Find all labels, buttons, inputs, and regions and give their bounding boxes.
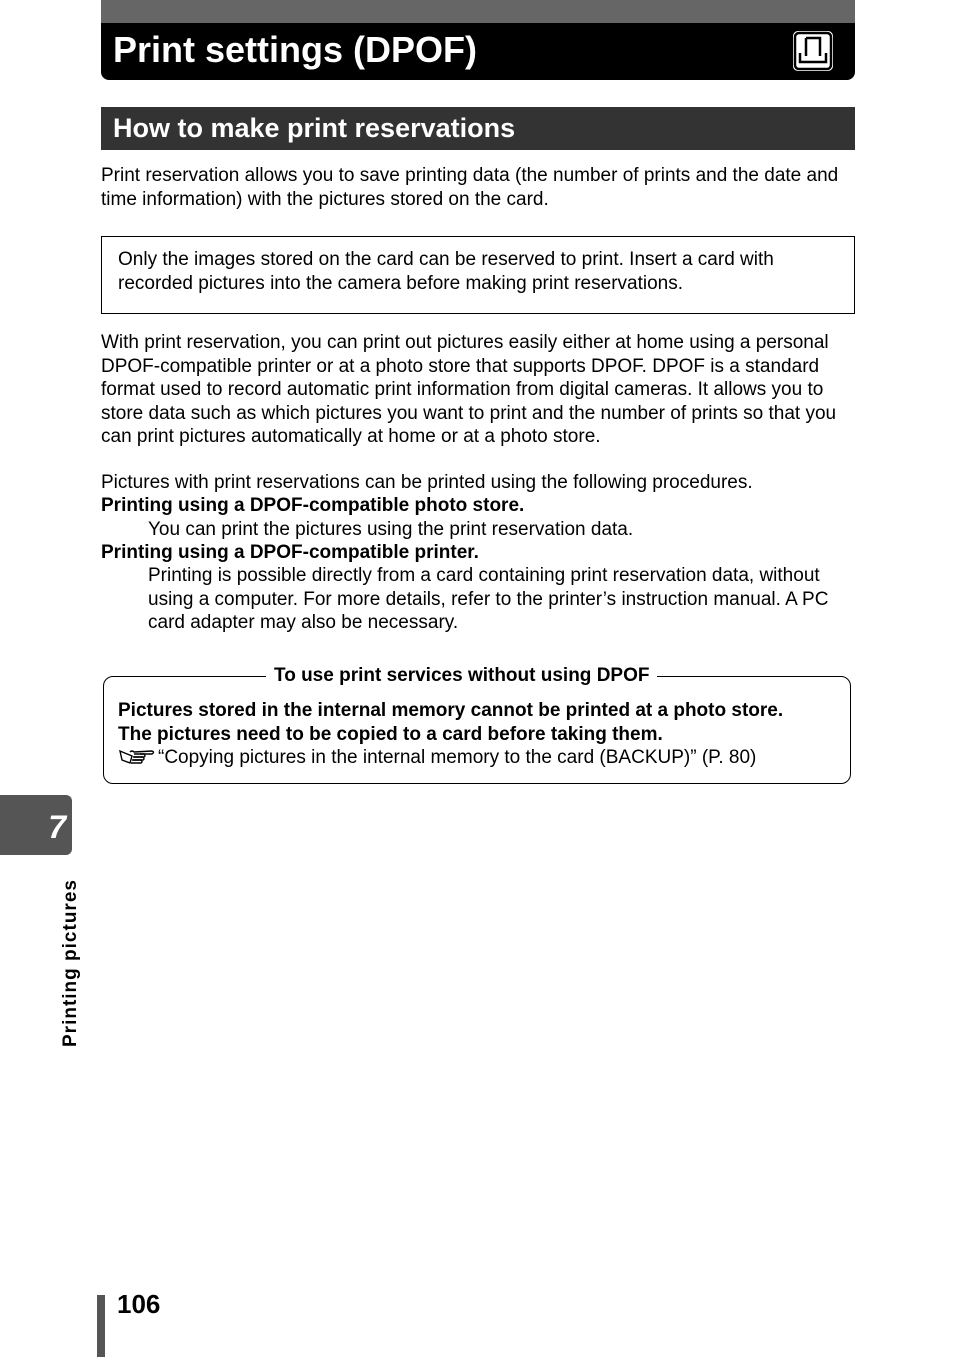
tip-reference-text: “Copying pictures in the internal memory to the card (BACKUP)” (P. 80) xyxy=(158,747,757,768)
body-paragraph: With print reservation, you can print out pictures easily either at home using a personal DPOF-compatible printer or at a photo store that supports DPOF. DPOF is a standard format used to record automatic print information from digital cameras. It allows you to store data such as which pictures you want to print and the number of prints so that you can print pictures automatically at home or at a photo store. xyxy=(101,332,837,447)
notice-box xyxy=(101,236,855,314)
procedure-text: Printing is possible directly from a card containing print reservation data, without using a computer. For more details, refer to the printer’s instruction manual. A PC card adapter may also be necessary. xyxy=(148,565,829,633)
tip-line: The pictures need to be copied to a card before taking them. xyxy=(118,723,663,745)
tip-box xyxy=(103,665,851,784)
pointing-hand-icon xyxy=(118,746,156,773)
page-number: 106 xyxy=(117,1289,161,1319)
chapter-number: 7 xyxy=(48,809,66,845)
section-title: How to make print reservations xyxy=(113,113,516,143)
header-strip xyxy=(101,0,855,23)
intro-paragraph: Print reservation allows you to save printing data (the number of prints and the date and time information) with the pictures stored on the card. xyxy=(101,165,839,210)
tip-body xyxy=(118,699,838,773)
tip-title: To use print services without using DPOF xyxy=(266,664,657,688)
page-header xyxy=(101,0,855,80)
procedure-text: You can print the pictures using the print reservation data. xyxy=(148,519,634,540)
page-number-bar xyxy=(97,1295,105,1357)
chapter-label: Printing pictures xyxy=(60,879,81,1047)
procedure-heading: Printing using a DPOF-compatible printer. xyxy=(101,542,479,563)
section-header xyxy=(101,107,855,150)
page-title: Print settings (DPOF) xyxy=(113,29,478,70)
procedure-heading: Printing using a DPOF-compatible photo store. xyxy=(101,495,525,516)
tip-line: Pictures stored in the internal memory cannot be printed at a photo store. xyxy=(118,700,784,721)
print-icon xyxy=(793,31,833,71)
notice-text: Only the images stored on the card can be reserved to print. Insert a card with recorded pictures into the camera before making print reservations. xyxy=(118,249,774,294)
chapter-tab xyxy=(0,795,72,855)
tip-reference xyxy=(118,746,838,773)
procedures-intro: Pictures with print reservations can be printed using the following procedures. xyxy=(101,472,753,493)
